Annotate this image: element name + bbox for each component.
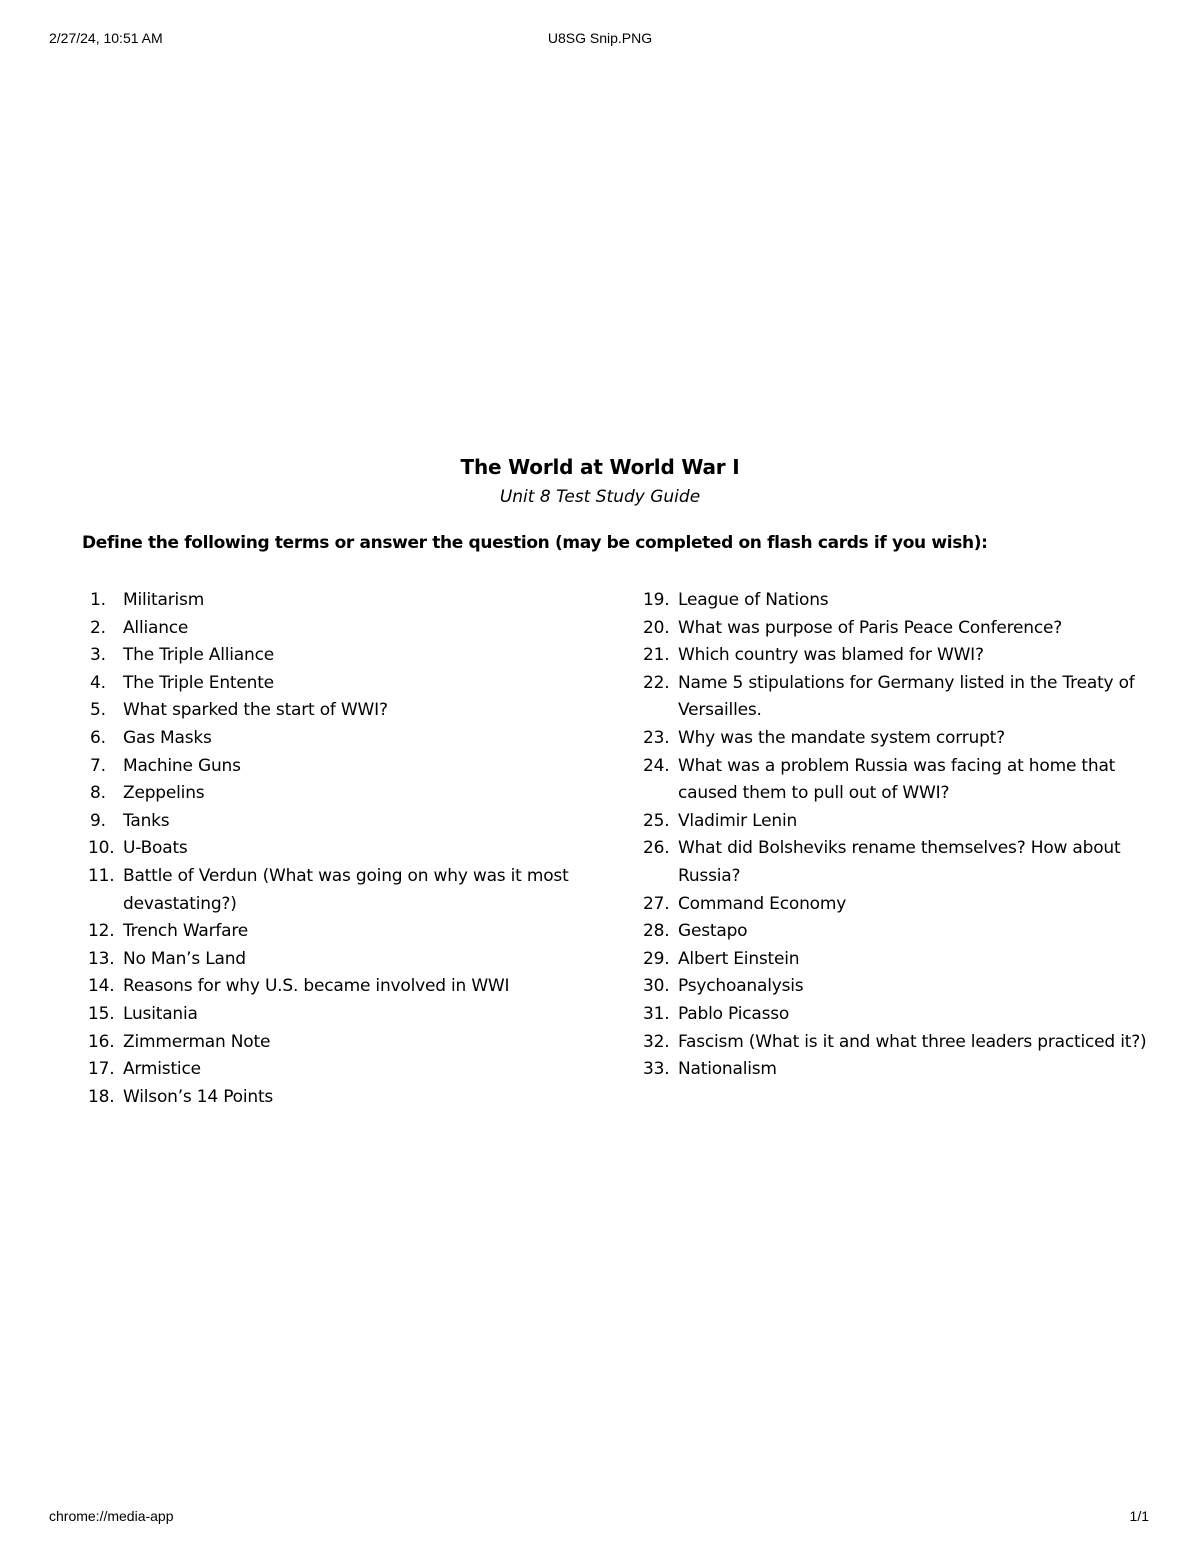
item-text: Gestapo	[678, 921, 748, 942]
document-subtitle: Unit 8 Test Study Guide	[499, 487, 701, 507]
item-number: 31.	[643, 1003, 670, 1024]
item-text: Militarism	[123, 590, 205, 610]
item-number: 8.	[90, 783, 106, 804]
item-text: No Man’s Land	[123, 948, 246, 969]
item-number: 27.	[643, 893, 670, 914]
list-item	[643, 642, 1163, 670]
item-text: Reasons for why U.S. became involved in WWI	[123, 976, 510, 997]
item-number: 15.	[88, 1003, 115, 1024]
document-title: The World at World War I	[460, 455, 740, 479]
print-page-number: 1/1	[1129, 1508, 1149, 1524]
item-text: U-Boats	[123, 838, 188, 859]
list-item	[643, 946, 1163, 974]
list-item	[88, 587, 588, 615]
list-item	[88, 780, 588, 808]
item-text: Which country was blamed for WWI?	[678, 645, 984, 666]
item-text: What was purpose of Paris Peace Conference?	[678, 617, 1063, 638]
list-item	[643, 1001, 1163, 1029]
item-text: Tanks	[123, 810, 170, 831]
item-number: 25.	[643, 810, 670, 831]
list-item	[88, 835, 588, 863]
item-number: 11.	[88, 865, 115, 886]
list-item	[643, 1056, 1163, 1084]
list-item	[88, 615, 588, 643]
item-text: Name 5 stipulations for Germany listed in the Treaty of Versailles.	[678, 672, 1135, 721]
item-text: Why was the mandate system corrupt?	[678, 727, 1005, 748]
print-filename: U8SG Snip.PNG	[547, 30, 653, 46]
item-text: The Triple Alliance	[123, 645, 274, 666]
list-item	[88, 1056, 588, 1084]
item-text: Alliance	[123, 617, 189, 638]
list-item	[88, 642, 588, 670]
list-item	[643, 615, 1163, 643]
item-text: Zimmerman Note	[123, 1031, 271, 1052]
list-item	[643, 808, 1163, 836]
list-item	[88, 918, 588, 946]
item-text: Pablo Picasso	[678, 1003, 790, 1024]
item-number: 32.	[643, 1031, 670, 1052]
list-item	[88, 973, 588, 1001]
item-text: Machine Guns	[123, 755, 241, 776]
list-item	[88, 1001, 588, 1029]
item-number: 9.	[90, 810, 106, 831]
item-text: Lusitania	[123, 1003, 198, 1024]
item-text: What sparked the start of WWI?	[123, 700, 388, 721]
item-number: 29.	[643, 948, 670, 969]
list-item	[643, 587, 1163, 615]
item-number: 14.	[88, 976, 115, 997]
list-item	[88, 697, 588, 725]
item-number: 33.	[643, 1059, 670, 1080]
item-number: 10.	[88, 838, 115, 859]
item-number: 22.	[643, 672, 670, 693]
item-number: 30.	[643, 976, 670, 997]
list-item	[643, 891, 1163, 919]
item-text: Psychoanalysis	[678, 976, 804, 997]
list-item	[88, 1084, 588, 1112]
item-text: Gas Masks	[123, 727, 212, 748]
item-text: Vladimir Lenin	[678, 810, 798, 831]
item-text: What did Bolsheviks rename themselves? How about Russia?	[678, 838, 1121, 886]
item-number: 20.	[643, 617, 670, 638]
item-text: Trench Warfare	[123, 921, 249, 942]
item-text: Armistice	[123, 1059, 201, 1080]
term-list-left	[88, 587, 588, 1111]
item-text: League of Nations	[678, 590, 829, 610]
item-number: 7.	[90, 755, 106, 776]
item-number: 2.	[90, 617, 106, 638]
item-number: 6.	[90, 727, 106, 748]
item-number: 28.	[643, 921, 670, 942]
item-number: 16.	[88, 1031, 115, 1052]
item-text: What was a problem Russia was facing at home that caused them to pull out of WWI?	[678, 755, 1116, 804]
item-number: 17.	[88, 1059, 115, 1080]
item-text: Wilson’s 14 Points	[123, 1086, 274, 1107]
list-item	[88, 725, 588, 753]
list-item	[643, 753, 1163, 808]
list-item	[88, 946, 588, 974]
list-item	[88, 863, 588, 918]
item-number: 23.	[643, 727, 670, 748]
item-number: 5.	[90, 700, 106, 721]
item-text: The Triple Entente	[123, 672, 274, 693]
item-text: Nationalism	[678, 1059, 777, 1080]
list-item	[88, 1029, 588, 1057]
item-number: 21.	[643, 645, 670, 666]
item-number: 3.	[90, 645, 106, 666]
item-number: 4.	[90, 672, 106, 693]
item-text: Command Economy	[678, 893, 847, 914]
list-item	[643, 1029, 1163, 1057]
list-item	[88, 753, 588, 781]
item-number: 26.	[643, 838, 670, 859]
list-item	[643, 973, 1163, 1001]
list-item	[643, 725, 1163, 753]
print-url: chrome://media-app	[49, 1508, 174, 1524]
item-number: 19.	[643, 590, 670, 610]
print-timestamp: 2/27/24, 10:51 AM	[49, 30, 163, 46]
item-number: 12.	[88, 921, 115, 942]
list-item	[88, 808, 588, 836]
item-text: Battle of Verdun (What was going on why was it most devastating?)	[123, 865, 569, 914]
term-list-right	[643, 587, 1163, 1084]
item-text: Albert Einstein	[678, 948, 800, 969]
list-item	[643, 835, 1163, 890]
item-text: Zeppelins	[123, 783, 205, 804]
instructions: Define the following terms or answer the question (may be completed on flash cards if you wish):	[82, 533, 988, 553]
list-item	[88, 670, 588, 698]
item-number: 13.	[88, 948, 115, 969]
list-item	[643, 670, 1163, 725]
list-item	[643, 918, 1163, 946]
item-number: 1.	[90, 590, 106, 610]
item-number: 18.	[88, 1086, 115, 1107]
item-text: Fascism (What is it and what three leaders practiced it?)	[678, 1031, 1147, 1052]
item-number: 24.	[643, 755, 670, 776]
